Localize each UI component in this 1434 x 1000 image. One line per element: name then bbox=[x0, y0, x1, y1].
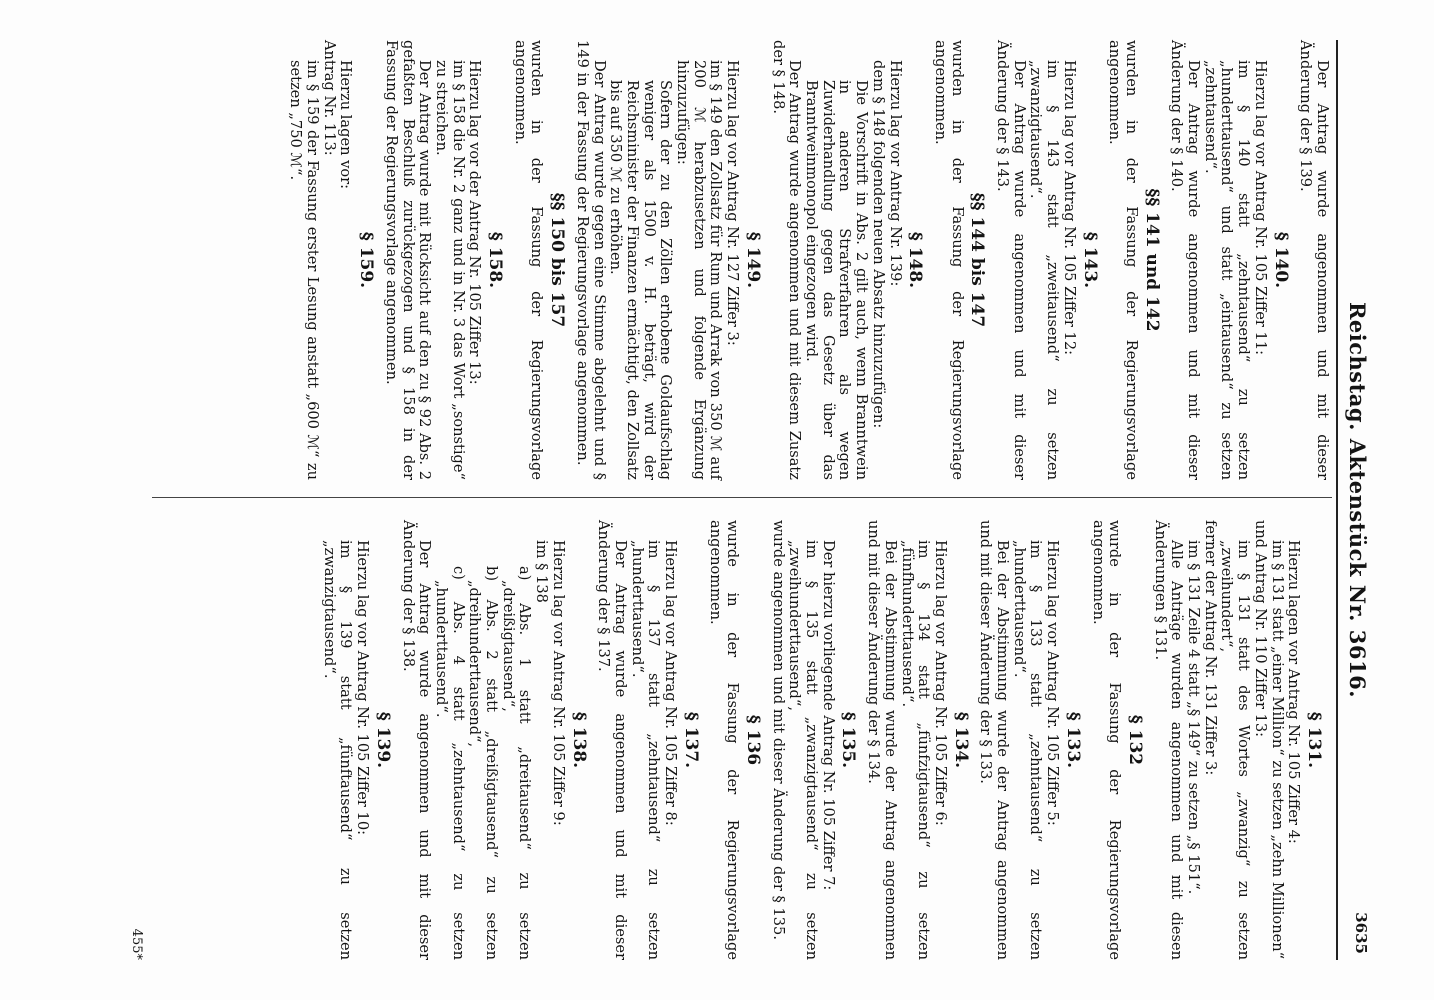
paragraph: Der hierzu vorliegende Antrag Nr. 105 Ziffer 7: bbox=[819, 540, 837, 891]
paragraph: ferner der Antrag Nr. 131 Ziffer 3: bbox=[1201, 520, 1219, 776]
section-heading: § 134. bbox=[950, 711, 971, 769]
paragraph: im § 140 statt „zehntausend“ zu setzen „hunderttausend“ und statt „eintausend“ zu setzen „zehntausend“. bbox=[1201, 60, 1253, 480]
paragraph: im § 134 statt „fünfzigtausend“ zu setzen „fünfhunderttausend“. bbox=[898, 540, 933, 960]
paragraph: wurde angenommen und mit dieser Änderung der § 135. bbox=[769, 520, 787, 940]
paragraph: Der Antrag wurde gegen eine Stimme abgelehnt und § 149 in der Fassung der Regierungsvorlage angenommen. bbox=[573, 40, 608, 480]
paragraph: Hierzu lag vor Antrag Nr. 139: bbox=[886, 60, 904, 287]
paragraph: Der Antrag wurde angenommen und mit dieser Änderung der § 143. bbox=[994, 40, 1028, 480]
paragraph: wurde in der Fassung der Regierungsvorlage angenommen. bbox=[707, 520, 742, 960]
section-heading: § 143. bbox=[1079, 231, 1100, 289]
paragraph: im § 135 statt „zwanzigtausend“ zu setzen „zweihunderttausend“, bbox=[786, 540, 821, 960]
left-column bbox=[287, 40, 1330, 480]
page-footer-signature: 455* bbox=[129, 928, 144, 960]
paragraph: Antrag Nr. 113: bbox=[320, 40, 338, 156]
paragraph: wurde in der Fassung der Regierungsvorlage angenommen. bbox=[1089, 520, 1124, 960]
page-number: 3635 bbox=[1352, 912, 1370, 954]
paragraph: Der Antrag wurde angenommen und mit dieser Änderung der § 139. bbox=[1297, 40, 1331, 480]
paragraph: Sofern der zu den Zöllen erhobene Goldaufschlag weniger als 1500 v. H. beträgt, wird der Reichsminister der Finanzen ermächtigt, den Zollsatz bis auf 350 ℳ zu erhöhen. bbox=[607, 80, 675, 480]
paragraph: Hierzu lag vor Antrag Nr. 105 Ziffer 11: bbox=[1251, 60, 1269, 356]
paragraph: Hierzu lag vor Antrag Nr. 105 Ziffer 8: bbox=[662, 540, 680, 826]
section-heading: §§ 150 bis 157 bbox=[547, 192, 568, 328]
paragraph: b) Abs. 2 statt „dreißigtausend“ zu setzen „dreihunderttausend“, bbox=[466, 566, 501, 960]
paragraph: Bei der Abstimmung wurde der Antrag angenommen und mit dieser Änderung der § 134. bbox=[865, 520, 899, 960]
section-heading: § 149. bbox=[742, 231, 763, 289]
paragraph: im § 159 der Fassung erster Lesung anstatt „600 ℳ“ zu setzen „750 ℳ“. bbox=[287, 60, 322, 480]
section-heading: § 136 bbox=[742, 714, 763, 766]
paragraph: Hierzu lag vor Antrag Nr. 105 Ziffer 5: bbox=[1044, 540, 1062, 826]
paragraph: Hierzu lag vor der Antrag Nr. 105 Ziffer 13: bbox=[466, 60, 484, 385]
paragraph: im § 137 statt „zehntausend“ zu setzen „hunderttausend“. bbox=[628, 540, 663, 960]
paragraph: im § 131 statt „einer Million“ zu setzen „zehn Millionen“ bbox=[1268, 540, 1286, 960]
paragraph: im § 139 statt „fünftausend“ zu setzen „zwanzigtausend“. bbox=[320, 540, 355, 960]
header-rule bbox=[1336, 40, 1338, 960]
paragraph: c) Abs. 4 statt „zehntausend“ zu setzen „hunderttausend“. bbox=[432, 566, 467, 960]
page-header bbox=[1344, 40, 1370, 960]
paragraph: wurden in der Fassung der Regierungsvorlage angenommen. bbox=[1106, 40, 1140, 480]
paragraph: Der Antrag wurde mit Rücksicht auf den zu § 92 Abs. 2 gefaßten Beschluß zurückgezogen und § 158 in der Fassung der Regierungsvorlage angenommen. bbox=[382, 40, 434, 480]
paragraph: im § 131 statt des Wortes „zwanzig“ zu setzen „zweihundert“, bbox=[1218, 540, 1253, 960]
paragraph: Hierzu lag vor Antrag Nr. 105 Ziffer 6: bbox=[931, 540, 949, 826]
paragraph: im § 133 statt „zehntausend“ zu setzen „hunderttausend“. bbox=[1010, 540, 1045, 960]
paragraph: Hierzu lagen vor: bbox=[337, 60, 355, 190]
paragraph: im § 131 Zeile 4 statt „§ 149“ zu setzen „§ 151“. bbox=[1185, 540, 1203, 895]
paragraph: a) Abs. 1 statt „dreitausend“ zu setzen „dreißigtausend“, bbox=[499, 566, 534, 960]
section-heading: § 158. bbox=[485, 231, 506, 289]
section-heading: § 135. bbox=[838, 711, 859, 769]
page-title: Reichstag. Aktenstück Nr. 3616. bbox=[1345, 301, 1370, 699]
paragraph: wurden in der Fassung der Regierungsvorlage angenommen. bbox=[931, 40, 966, 480]
paragraph: Die Vorschrift in Abs. 2 gilt auch, wenn Branntwein in anderen Strafverfahren als wegen Zuwiderhandlung gegen das Gesetz über das Branntweinmonopol eingezogen wird. bbox=[803, 80, 871, 480]
section-heading: §§ 141 und 142 bbox=[1141, 188, 1162, 332]
right-column bbox=[320, 520, 1330, 960]
column-divider bbox=[152, 497, 1332, 498]
section-heading: § 139. bbox=[372, 711, 393, 769]
paragraph: Hierzu lag vor Antrag Nr. 127 Ziffer 3: bbox=[724, 60, 742, 346]
paragraph: und Antrag Nr. 110 Ziffer 13: bbox=[1251, 520, 1269, 738]
paragraph: dem § 148 folgenden neuen Absatz hinzuzufügen: bbox=[869, 60, 887, 429]
section-heading: §§ 144 bis 147 bbox=[967, 192, 988, 328]
paragraph: Hierzu lag vor Antrag Nr. 105 Ziffer 10: bbox=[354, 540, 372, 836]
section-heading: § 138. bbox=[568, 711, 589, 769]
section-heading: § 148. bbox=[905, 231, 926, 289]
paragraph: Hierzu lag vor Antrag Nr. 105 Ziffer 9: bbox=[549, 540, 567, 826]
paragraph: Der Antrag wurde angenommen und mit dieser Änderung der § 140. bbox=[1168, 40, 1203, 480]
section-heading: § 159. bbox=[356, 231, 377, 289]
paragraph: Alle Anträge wurden angenommen und mit diesen Änderungen § 131. bbox=[1151, 520, 1186, 960]
section-heading: § 131. bbox=[1304, 711, 1324, 769]
section-heading: § 132 bbox=[1124, 714, 1145, 766]
paragraph: im § 158 die Nr. 2 ganz und in Nr. 3 das Wort „sonstige“ zu streichen. bbox=[432, 60, 467, 480]
paragraph: im § 149 den Zollsatz für Rum und Arrak von 350 ℳ auf 200 ℳ herabzusetzen und folgende Ergänzung hinzuzufügen: bbox=[674, 60, 725, 480]
paragraph: Hierzu lagen vor Antrag Nr. 105 Ziffer 4: bbox=[1285, 540, 1303, 844]
section-heading: § 137. bbox=[680, 711, 701, 769]
paragraph: Der Antrag wurde angenommen und mit diesem Zusatz der § 148. bbox=[769, 40, 804, 480]
paragraph: Bei der Abstimmung wurde der Antrag angenommen und mit dieser Änderung der § 133. bbox=[977, 520, 1012, 960]
paragraph: Der Antrag wurde angenommen und mit dieser Änderung der § 138. bbox=[399, 520, 434, 960]
paragraph: Hierzu lag vor Antrag Nr. 105 Ziffer 12: bbox=[1060, 60, 1078, 356]
section-heading: § 140. bbox=[1270, 231, 1291, 289]
section-heading: § 133. bbox=[1062, 711, 1083, 769]
paragraph: Der Antrag wurde angenommen und mit dieser Änderung der § 137. bbox=[595, 520, 629, 960]
paragraph: im § 138 bbox=[533, 540, 551, 603]
paragraph: wurden in der Fassung der Regierungsvorlage angenommen. bbox=[511, 40, 546, 480]
paragraph: im § 143 statt „zweitausend“ zu setzen „zwanzigtausend“. bbox=[1027, 60, 1062, 480]
